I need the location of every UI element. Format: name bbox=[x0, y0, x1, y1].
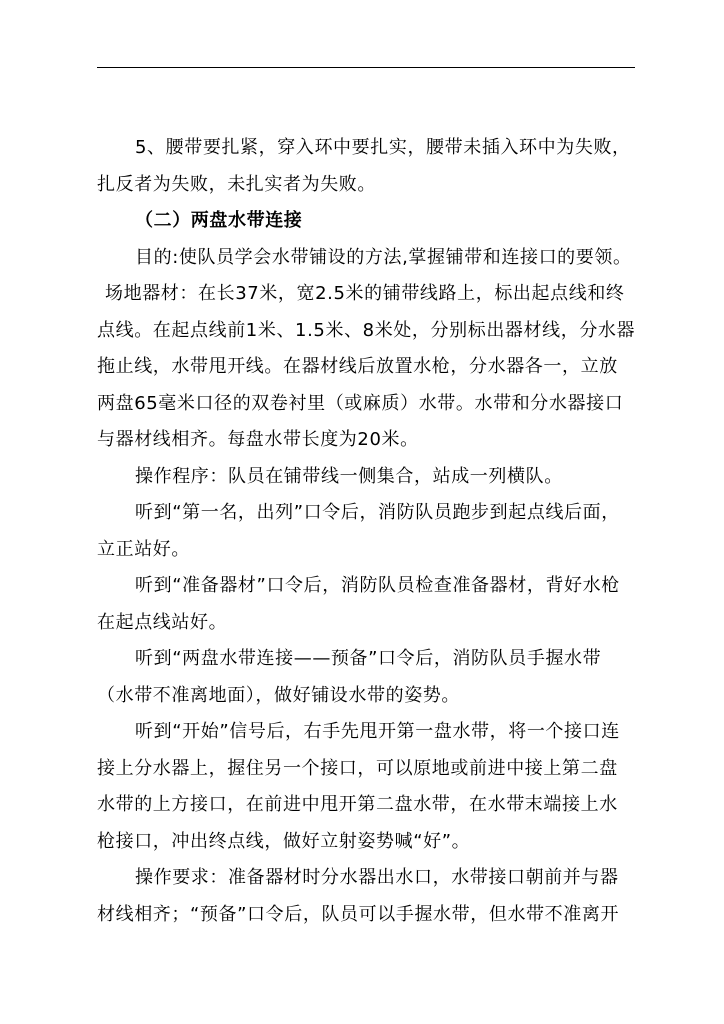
header-rule bbox=[97, 67, 635, 68]
paragraph-line: 操作要求：准备器材时分水器出水口，水带接口朝前并与器 bbox=[135, 867, 619, 888]
paragraph-line: 操作程序：队员在铺带线一侧集合，站成一列横队。 bbox=[135, 465, 563, 487]
paragraph-line: 在起点线站好。 bbox=[97, 611, 228, 633]
paragraph-line: 拖止线，水带甩开线。在器材线后放置水枪，分水器各一，立放 bbox=[97, 356, 618, 377]
paragraph-line: 枪接口，冲出终点线，做好立射姿势喊“好”。 bbox=[97, 830, 471, 852]
paragraph-line: 听到“第一名，出列”口令后，消防队员跑步到起点线后面， bbox=[135, 502, 620, 523]
paragraph-line: 两盘65毫米口径的双卷衬里（或麻质）水带。水带和分水器接口 bbox=[97, 392, 624, 414]
paragraph-line: 接上分水器上，握住另一个接口，可以原地或前进中接上第二盘 bbox=[97, 757, 618, 779]
paragraph-line: 材线相齐；“预备”口令后，队员可以手握水带，但水带不准离开 bbox=[97, 903, 620, 925]
paragraph-line: 目的:使队员学会水带铺设的方法,掌握铺带和连接口的要领。 bbox=[135, 246, 632, 268]
paragraph-line: 听到“两盘水带连接——预备”口令后，消防队员手握水带 bbox=[135, 648, 602, 669]
paragraph-line: 水带的上方接口，在前进中甩开第二盘水带，在水带末端接上水 bbox=[97, 794, 618, 815]
paragraph-line: （水带不准离地面），做好铺设水带的姿势。 bbox=[97, 684, 460, 706]
paragraph-line: 与器材线相齐。每盘水带长度为20米。 bbox=[97, 429, 419, 450]
paragraph-line: 5、腰带要扎紧，穿入环中要扎实，腰带未插入环中为失败， bbox=[135, 137, 631, 158]
paragraph-line: 场地器材：在长37米，宽2.5米的铺带线路上，标出起点线和终 bbox=[105, 283, 625, 304]
paragraph-line: 点线。在起点线前1米、1.5米、8米处，分别标出器材线，分水器 bbox=[97, 319, 636, 341]
document-body bbox=[97, 130, 649, 933]
paragraph-line: 立正站好。 bbox=[97, 538, 190, 560]
paragraph-line: 扎反者为失败，未扎实者为失败。 bbox=[97, 173, 376, 195]
paragraph-line: 听到“开始”信号后，右手先甩开第一盘水带，将一个接口连 bbox=[135, 721, 620, 742]
section-heading: （二）两盘水带连接 bbox=[135, 210, 303, 231]
paragraph-line: 听到“准备器材”口令后，消防队员检查准备器材，背好水枪 bbox=[135, 575, 620, 596]
